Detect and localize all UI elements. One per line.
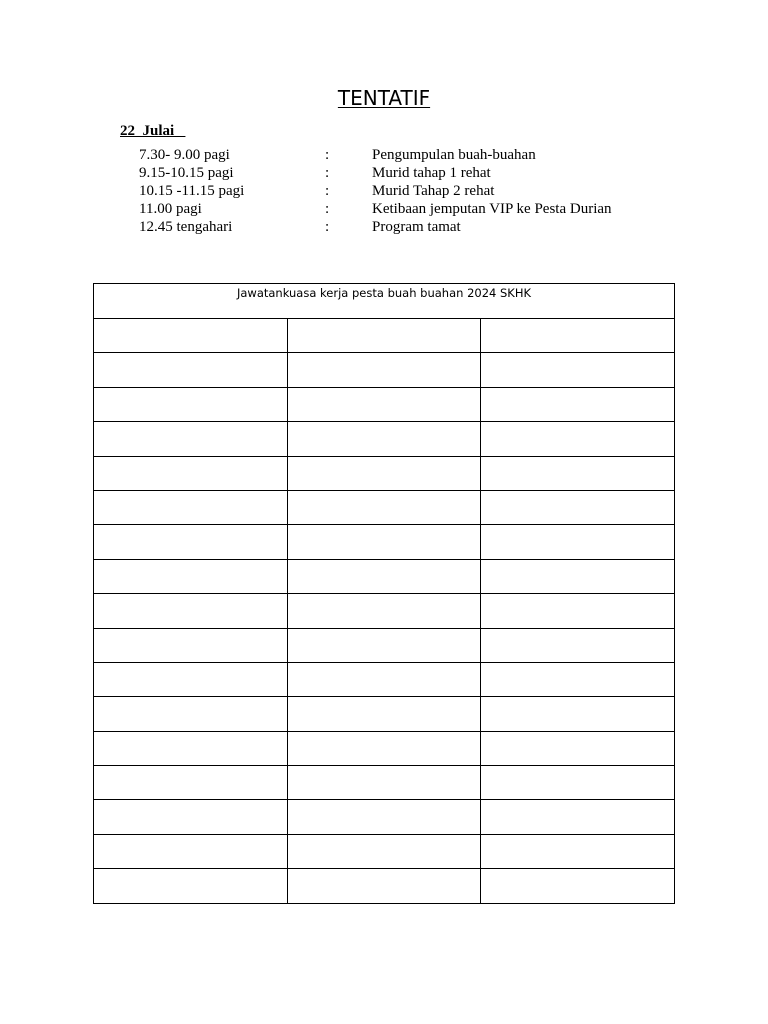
table-cell (287, 490, 481, 524)
table-cell (94, 766, 288, 800)
schedule-separator: : (325, 201, 330, 217)
table-cell (94, 456, 288, 490)
table-row (94, 559, 675, 593)
table-row (94, 422, 675, 456)
table-caption-row (94, 284, 675, 319)
table-cell (94, 594, 288, 628)
table-cell (287, 800, 481, 834)
schedule-separator: : (325, 219, 330, 235)
table-cell (287, 662, 481, 696)
table-cell (481, 594, 675, 628)
table-cell (287, 697, 481, 731)
table-row (94, 594, 675, 628)
table-cell (481, 387, 675, 421)
table-row (94, 628, 675, 662)
schedule-separator: : (325, 147, 330, 163)
table-row (94, 387, 675, 421)
table-cell (94, 697, 288, 731)
table-cell (481, 559, 675, 593)
table-cell (94, 559, 288, 593)
schedule-time: 7.30- 9.00 pagi (139, 147, 230, 163)
table-cell (287, 559, 481, 593)
schedule-row (139, 146, 672, 164)
table-row (94, 319, 675, 353)
table-row (94, 834, 675, 868)
committee-table (93, 283, 675, 904)
schedule-activity: Murid Tahap 2 rehat (372, 183, 495, 199)
schedule-row (139, 164, 672, 182)
table-cell (287, 387, 481, 421)
table-cell (94, 800, 288, 834)
schedule-time: 9.15-10.15 pagi (139, 165, 234, 181)
table-cell (94, 662, 288, 696)
table-row (94, 766, 675, 800)
schedule-row (139, 182, 672, 200)
table-cell (287, 594, 481, 628)
table-cell (287, 869, 481, 903)
table-cell (287, 766, 481, 800)
table-cell (481, 422, 675, 456)
table-cell (481, 628, 675, 662)
table-row (94, 490, 675, 524)
schedule-row (139, 218, 672, 236)
table-cell (481, 353, 675, 387)
table-row (94, 731, 675, 765)
table-cell (481, 662, 675, 696)
table-cell (481, 697, 675, 731)
table-cell (481, 319, 675, 353)
table-cell (481, 525, 675, 559)
table-row (94, 662, 675, 696)
table-cell (94, 869, 288, 903)
table-row (94, 800, 675, 834)
table-cell (94, 319, 288, 353)
table-row (94, 525, 675, 559)
table-cell (287, 834, 481, 868)
table-cell (481, 869, 675, 903)
schedule-separator: : (325, 183, 330, 199)
schedule-row (139, 200, 672, 218)
table-cell (287, 456, 481, 490)
table-cell (94, 353, 288, 387)
table-cell (287, 525, 481, 559)
schedule-activity: Ketibaan jemputan VIP ke Pesta Durian (372, 201, 612, 217)
table-cell (287, 731, 481, 765)
table-cell (94, 628, 288, 662)
table-cell (94, 834, 288, 868)
date-heading: 22 Julai (120, 123, 186, 139)
table-cell (94, 422, 288, 456)
schedule-list (139, 146, 672, 236)
table-cell (287, 319, 481, 353)
schedule-separator: : (325, 165, 330, 181)
schedule-time: 12.45 tengahari (139, 219, 233, 235)
schedule-time: 11.00 pagi (139, 201, 202, 217)
table-cell (287, 353, 481, 387)
table-cell (481, 456, 675, 490)
schedule-activity: Program tamat (372, 219, 461, 235)
schedule-activity: Pengumpulan buah-buahan (372, 147, 536, 163)
table-row (94, 456, 675, 490)
table-cell (94, 490, 288, 524)
table-cell (287, 422, 481, 456)
committee-table-body (94, 284, 675, 904)
schedule-time: 10.15 -11.15 pagi (139, 183, 245, 199)
page-title: TENTATIF (337, 86, 431, 110)
table-row (94, 353, 675, 387)
table-row (94, 697, 675, 731)
table-row (94, 869, 675, 903)
table-caption: Jawatankuasa kerja pesta buah buahan 2024 SKHK (94, 284, 675, 319)
table-cell (287, 628, 481, 662)
table-cell (94, 387, 288, 421)
table-cell (94, 731, 288, 765)
table-cell (481, 490, 675, 524)
table-cell (481, 766, 675, 800)
schedule-activity: Murid tahap 1 rehat (372, 165, 491, 181)
table-cell (481, 731, 675, 765)
table-cell (481, 834, 675, 868)
table-cell (481, 800, 675, 834)
table-cell (94, 525, 288, 559)
